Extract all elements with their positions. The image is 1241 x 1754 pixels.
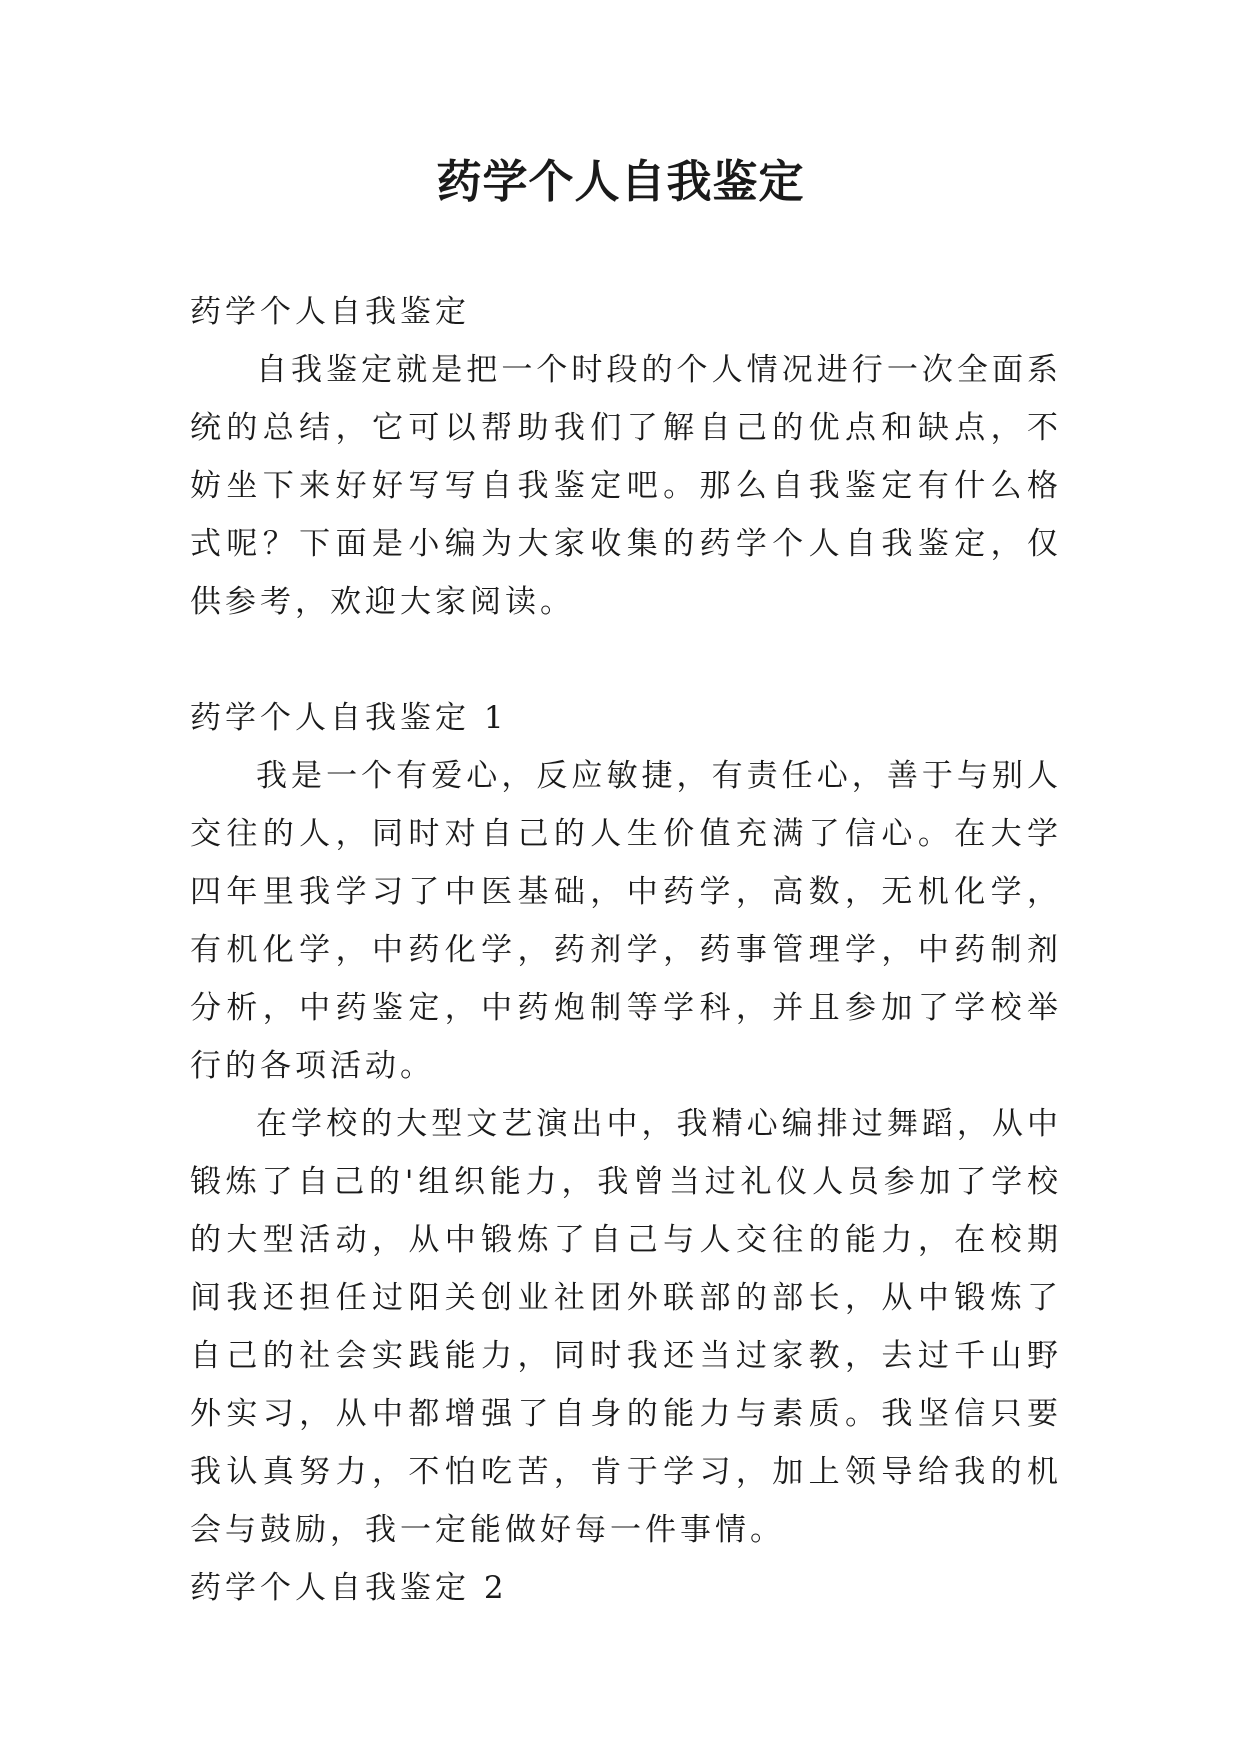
section-spacer xyxy=(190,631,1062,689)
intro-paragraph: 自我鉴定就是把一个时段的个人情况进行一次全面系统的总结，它可以帮助我们了解自己的优点和缺点，不妨坐下来好好写写自我鉴定吧。那么自我鉴定有什么格式呢？下面是小编为大家收集的药学个人自我鉴定，仅供参考，欢迎大家阅读。 xyxy=(190,352,1062,620)
section-2-heading: 药学个人自我鉴定 2 xyxy=(190,1570,508,1606)
section-1-heading: 药学个人自我鉴定 1 xyxy=(190,700,508,736)
document-title: 药学个人自我鉴定 xyxy=(436,155,805,208)
document-body xyxy=(190,283,1062,1617)
section-1-paragraph-1: 我是一个有爱心，反应敏捷，有责任心，善于与别人交往的人，同时对自己的人生价值充满了信心。在大学四年里我学习了中医基础，中药学，高数，无机化学，有机化学，中药化学，药剂学，药事管理学，中药制剂分析，中药鉴定，中药炮制等学科，并且参加了学校举行的各项活动。 xyxy=(190,758,1062,1084)
section-1-paragraph-2: 在学校的大型文艺演出中，我精心编排过舞蹈，从中锻炼了自己的'组织能力，我曾当过礼仪人员参加了学校的大型活动，从中锻炼了自己与人交往的能力，在校期间我还担任过阳关创业社团外联部的部长，从中锻炼了自己的社会实践能力，同时我还当过家教，去过千山野外实习，从中都增强了自身的能力与素质。我坚信只要我认真努力，不怕吃苦，肯于学习，加上领导给我的机会与鼓励，我一定能做好每一件事情。 xyxy=(190,1106,1062,1548)
intro-heading: 药学个人自我鉴定 xyxy=(190,294,470,330)
